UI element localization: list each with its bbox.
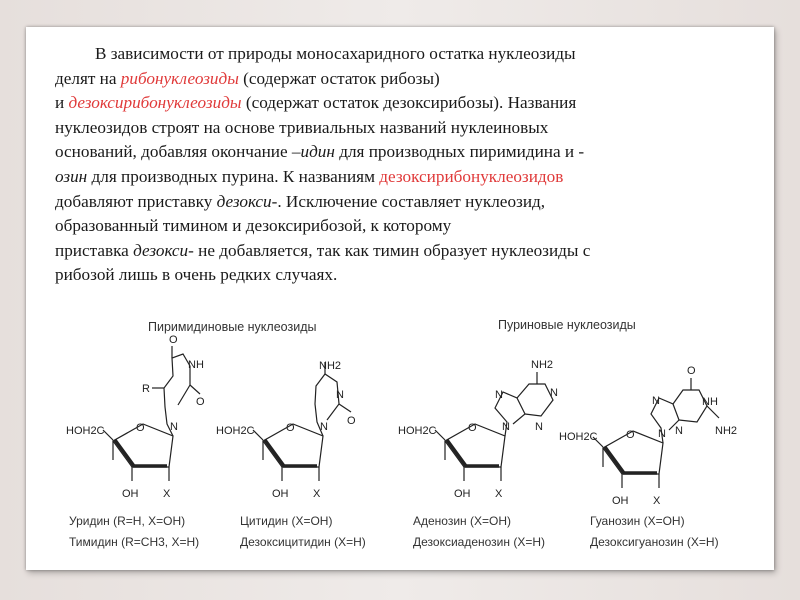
text-span: . Исключение составляет нуклеозид, <box>277 191 546 211</box>
text-span: и <box>55 93 69 113</box>
text-span: не добавляется, так как тимин образует нуклеозиды с <box>193 240 591 260</box>
nh-label: NH <box>702 396 718 408</box>
text-span: (содержат остаток рибозы) <box>238 68 440 88</box>
x-label: X <box>653 495 661 507</box>
oh-label: OH <box>272 488 289 500</box>
text-span: образованный тимином и дезоксирибозой, к которому <box>55 216 452 236</box>
text-line <box>55 165 760 190</box>
text-span: нуклеозидов строят на основе тривиальных названий нуклеиновых <box>55 117 549 137</box>
text-line <box>55 67 760 92</box>
n-label-3: N <box>550 387 558 399</box>
uridine-structure <box>66 334 205 500</box>
text-line <box>55 91 760 116</box>
term-deoxyribonucleosides: дезоксирибонуклеозиды <box>68 93 242 113</box>
caption-cytidine: Цитидин (X=OH) <box>240 514 333 528</box>
text-line <box>55 214 760 239</box>
o-label: O <box>169 334 178 346</box>
hoh2c-label: HOH2C <box>398 425 437 437</box>
suffix-ozin: озин <box>55 166 88 186</box>
x-label: X <box>495 488 503 500</box>
nh-label: NH <box>188 359 204 371</box>
purine-header: Пуриновые нуклеозиды <box>498 318 636 332</box>
text-span: для производных пурина. К названиям <box>87 166 380 186</box>
guanosine-structure <box>559 365 737 507</box>
caption-guanosine: Гуанозин (X=OH) <box>590 514 685 528</box>
nh2-label: NH2 <box>715 425 738 437</box>
caption-deoxycytidine: Дезоксицитидин (X=H) <box>240 535 366 549</box>
text-line <box>55 263 760 288</box>
caption-deoxyguanosine: Дезоксигуанозин (X=H) <box>590 535 719 549</box>
prefix-deoxy: дезокси- <box>216 191 278 211</box>
n-label-3: N <box>675 425 683 437</box>
nh2-label: NH2 <box>319 360 342 372</box>
n-label: N <box>170 421 178 433</box>
n-label-2: N <box>652 395 660 407</box>
structures-svg <box>55 310 755 565</box>
hoh2c-label: HOH2C <box>66 425 105 437</box>
prefix-deoxy-2: дезокси- <box>133 240 194 260</box>
text-line <box>55 190 760 215</box>
ring-oxygen-label: O <box>468 422 477 434</box>
cytidine-structure <box>216 360 356 500</box>
o-label: O <box>347 415 356 427</box>
oh-label: OH <box>454 488 471 500</box>
suffix-idin: –идин <box>291 142 335 162</box>
text-span: В зависимости от природы моносахаридного остатка нуклеозиды <box>95 44 576 63</box>
caption-deoxyadenosine: Дезоксиаденозин (X=H) <box>413 535 546 549</box>
nh2-label: NH2 <box>531 359 554 371</box>
hoh2c-label: HOH2C <box>216 425 255 437</box>
text-span: добавляют приставку <box>55 191 217 211</box>
oh-label: OH <box>122 488 139 500</box>
text-span: делят на <box>55 68 121 88</box>
caption-adenosine: Аденозин (X=OH) <box>413 514 512 528</box>
o-label: O <box>687 365 696 377</box>
caption-thymidine: Тимидин (R=CH3, X=H) <box>69 535 200 549</box>
text-span: рибозой лишь в очень редких случаях. <box>55 265 338 285</box>
pyrimidine-header: Пиримидиновые нуклеозиды <box>148 320 317 334</box>
n-label-2: N <box>336 389 344 401</box>
text-span: приставка <box>55 240 134 260</box>
n-label: N <box>320 421 328 433</box>
text-line <box>55 42 760 67</box>
text-line <box>55 239 760 264</box>
nucleosides-figure <box>55 310 755 565</box>
term-ribonucleosides: рибонуклеозиды <box>120 68 239 88</box>
text-line <box>55 140 760 165</box>
ring-oxygen-label: O <box>286 422 295 434</box>
o-label-2: O <box>196 396 205 408</box>
ring-oxygen-label: O <box>626 429 635 441</box>
pyrimidine-ring <box>517 384 553 416</box>
text-span: (содержат остаток дезоксирибозы). Названия <box>241 93 577 113</box>
r-label: R <box>142 383 150 395</box>
n-label: N <box>502 421 510 433</box>
body-paragraph <box>55 42 760 288</box>
ring-oxygen-label: O <box>136 422 145 434</box>
n-label-4: N <box>535 421 543 433</box>
text-line <box>55 116 760 141</box>
x-label: X <box>313 488 321 500</box>
x-label: X <box>163 488 171 500</box>
caption-uridine: Уридин (R=H, X=OH) <box>69 514 186 528</box>
text-span: оснований, добавляя окончание <box>55 142 292 162</box>
hoh2c-label: HOH2C <box>559 431 598 443</box>
term-deoxyribonucleosides-2: дезоксирибонуклеозидов <box>379 166 564 186</box>
text-span: для производных пиримидина и - <box>334 142 585 162</box>
n-label: N <box>658 428 666 440</box>
adenosine-structure <box>398 359 558 500</box>
oh-label: OH <box>612 495 629 507</box>
n-label-2: N <box>495 389 503 401</box>
